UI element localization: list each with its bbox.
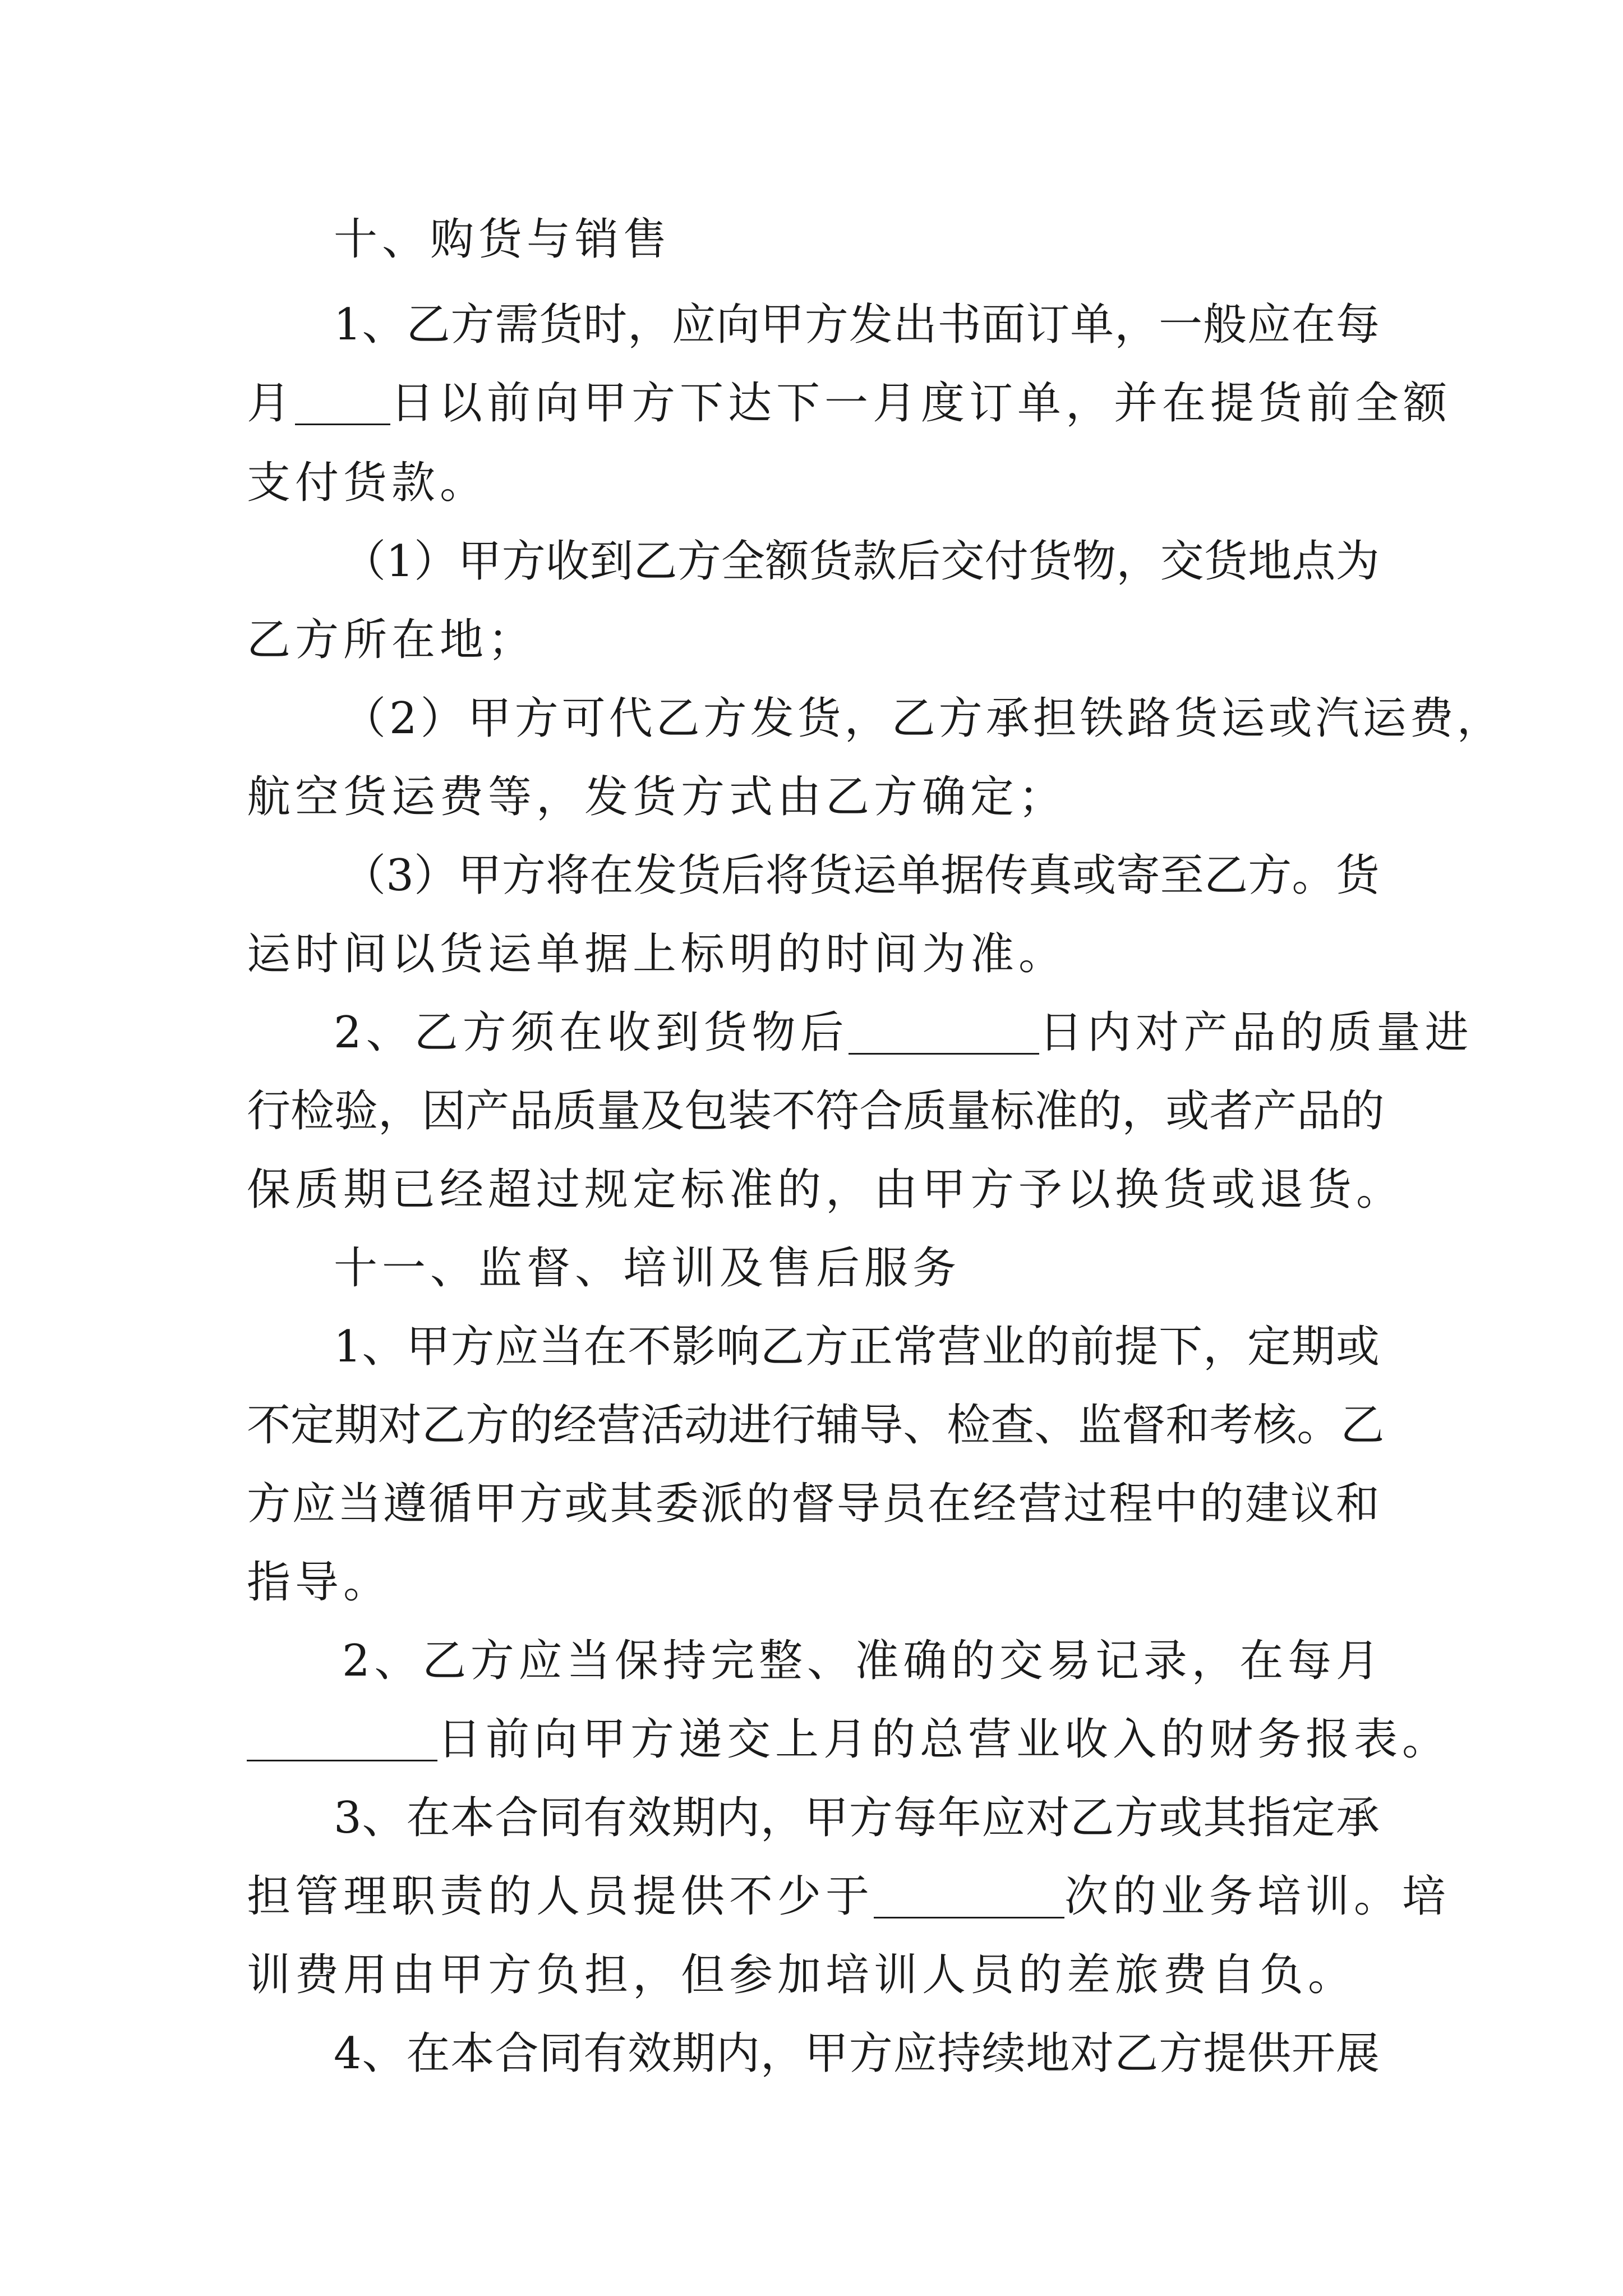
paragraph-line: 训费用由甲方负担，但参加培训人员的差旅费自负。 [247, 1950, 1357, 2000]
paragraph-line: 1 、 甲 方 应 当 在 不 影 响 乙 方 正 常 营 业 的 前 提 下 ， 定 期 或 [334, 1322, 1380, 1372]
paragraph-line: （ 3 ） 甲 方 将 在 发 货 后 将 货 运 单 据 传 真 或 寄 至 乙 方 。 货 [342, 850, 1380, 901]
fill-in-blank [295, 386, 390, 425]
paragraph-line [247, 378, 1452, 429]
paragraph-line [247, 1871, 1451, 1922]
paragraph-line: 4 、 在 本 合 同 有 效 期 内 ， 甲 方 应 持 续 地 对 乙 方 提 供 开 展 [334, 2028, 1380, 2079]
paragraph-line: （ 1 ） 甲 方 收 到 乙 方 全 额 货 款 后 交 付 货 物 ， 交 货 地 点 为 [342, 536, 1380, 587]
section-heading: 十、购货与销售 [334, 214, 672, 265]
fill-in-blank [874, 1880, 1064, 1918]
text-segment: 次的业务培训。培 [1064, 1871, 1451, 1922]
paragraph-line: 保质期已经超过规定标准的，由甲方予以换货或退货。 [247, 1165, 1405, 1215]
text-segment: 日内对产品的质量进 [1039, 1007, 1473, 1058]
section-heading: 十一、监督、培训及售后服务 [334, 1243, 961, 1294]
paragraph-line: 2 、 乙 方 应 当 保 持 完 整 、 准 确 的 交 易 记 录 ， 在 每 月 [342, 1636, 1380, 1686]
text-segment: 日以前向甲方下达下一月度订单，并在提货前全额 [390, 378, 1452, 429]
paragraph-line: 行 检 验 ， 因 产 品 质 量 及 包 装 不 符 合 质 量 标 准 的 ， 或 者 产 品 的 [247, 1086, 1385, 1137]
text-segment: 月 [247, 378, 296, 429]
text-segment: 担管理职责的人员提供不少于 [247, 1871, 874, 1922]
paragraph-line: 航空货运费等，发货方式由乙方确定； [247, 772, 1067, 822]
paragraph-line: 3 、 在 本 合 同 有 效 期 内 ， 甲 方 每 年 应 对 乙 方 或 其 指 定 承 [334, 1793, 1380, 1843]
paragraph-line: 乙方所在地； [247, 615, 537, 665]
paragraph-line [247, 1714, 1451, 1765]
paragraph-line: （2）甲方可代乙方发货，乙方承担铁路货运或汽运费， [342, 693, 1504, 744]
paragraph-line [334, 1007, 1473, 1058]
paragraph-line: 支付货款。 [247, 458, 488, 508]
text-segment: 日前向甲方递交上月的总营业收入的财务报表。 [437, 1714, 1451, 1765]
paragraph-line: 指导。 [247, 1557, 392, 1608]
paragraph-line: 1 、 乙 方 需 货 时 ， 应 向 甲 方 发 出 书 面 订 单 ， 一 般 应 在 每 [334, 300, 1380, 350]
fill-in-blank [849, 1016, 1039, 1055]
fill-in-blank [247, 1723, 437, 1761]
paragraph-line: 不 定 期 对 乙 方 的 经 营 活 动 进 行 辅 导 、 检 查 、 监 督 和 考 核 。 乙 [247, 1400, 1385, 1451]
paragraph-line: 运时间以货运单据上标明的时间为准。 [247, 929, 1067, 979]
text-segment: 2、乙方须在收到货物后 [334, 1007, 849, 1058]
paragraph-line: 方 应 当 遵 循 甲 方 或 其 委 派 的 督 导 员 在 经 营 过 程 中 的 建 议 和 [247, 1479, 1380, 1529]
